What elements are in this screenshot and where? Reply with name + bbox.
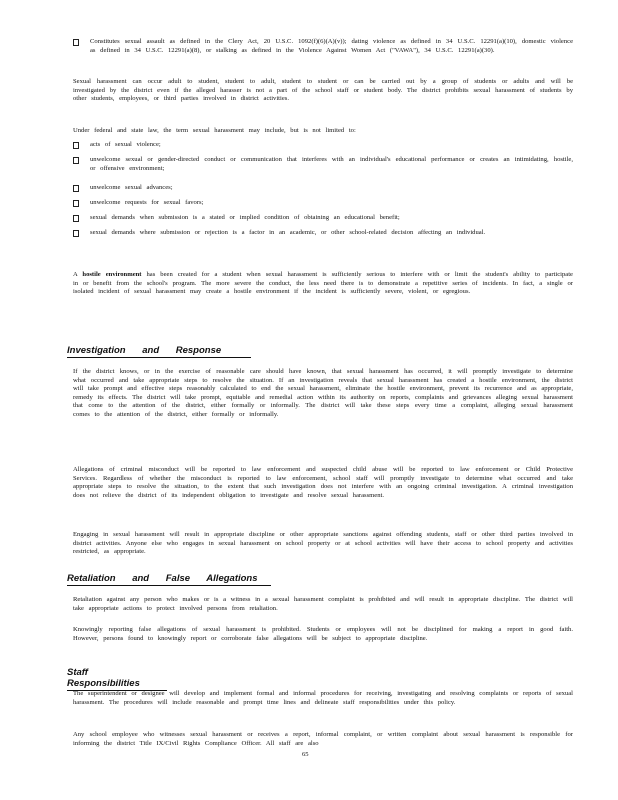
heading-retaliation: Retaliation and False Allegations: [67, 573, 271, 586]
paragraph-staff-2: Any school employee who witnesses sexual harassment or receives a report, informal complaint, or written complaint about sexual harassment is responsible for informing the district Title IX/Civil Rights Compliance Officer. All staff are also: [73, 731, 573, 747]
bullet-box-icon: [73, 230, 79, 237]
paragraph-retaliation-2: Knowingly reporting false allegations of sexual harassment is prohibited. Students or employees will not be disciplined for making a report in good faith. However, persons found to knowingly report or corroborate false allegations will be subject to appropriate discipline.: [73, 626, 573, 642]
bullet-box-icon: [73, 200, 79, 207]
heading-investigation-response: Investigation and Response: [67, 345, 251, 358]
paragraph-retaliation-1: Retaliation against any person who makes or is a witness in a sexual harassment complaint is prohibited and will result in appropriate discipline. The district will take appropriate actions to protect involved persons from retaliation.: [73, 596, 573, 612]
list-item: unwelcome sexual or gender-directed conduct or communication that interferes with an individual's educational performance or creates an intimidating, hostile, or offensive environment;: [90, 156, 573, 173]
list-item: unwelcome sexual advances;: [90, 184, 573, 193]
bullet-clery-act: Constitutes sexual assault as defined in the Clery Act, 20 U.S.C. 1092(f)(6)(A)(v)); dating violence as defined in 34 U.S.C. 12291(a)(10), domestic violence as defined in 34 U.S.C. 12291(a)(8), or stalking as defined in the Violence Against Women Act ("VAWA"), 34 U.S.C. 12291(a)(30).: [90, 38, 573, 55]
term-hostile-environment: hostile environment: [82, 271, 142, 278]
paragraph-investigation-1: If the district knows, or in the exercise of reasonable care should have known, that sexual harassment has occurred, it will promptly investigate to determine what occurred and take appropriate steps to resolve the situation. If an investigation reveals that sexual harassment has created a hostile environment, the district will take prompt and effective steps reasonably calculated to end the sexual harassment, eliminate the hostile environment, prevent its recurrence and as appropriate, remedy its effects. The district will take prompt, equitable and remedial action within its authority on reports, complaints and grievances alleging sexual harassment that come to the attention of the district, either formally or informally. The district will take these steps every time a complaint, alleging sexual harassment comes to the attention of the district, either formally or informally.: [73, 368, 573, 418]
paragraph-investigation-3: Engaging in sexual harassment will result in appropriate discipline or other appropriate sanctions against offending students, staff or other third parties involved in district activities. Anyone else who engages in sexual harassment on school property or at school activities will have their access to school property and activities restricted, as appropriate.: [73, 531, 573, 556]
bullet-box-icon: [73, 142, 79, 149]
list-item: sexual demands where submission or rejection is a factor in an academic, or other school-related decision affecting an individual.: [90, 229, 573, 238]
paragraph-hostile-environment: A hostile environment has been created for a student when sexual harassment is sufficiently serious to interfere with or limit the student's ability to participate in or benefit from the school's program. The more severe the conduct, the less need there is to demonstrate a repetitive series of incidents. In fact, a single or isolated incident of sexual harassment may create a hostile environment if the incident is sufficiently severe, violent, or egregious.: [73, 271, 573, 296]
list-item: unwelcome requests for sexual favors;: [90, 199, 573, 208]
paragraph-staff-1: The superintendent or designee will develop and implement formal and informal procedures for receiving, investigating and resolving complaints or reports of sexual harassment. The procedures will include reasonable and prompt time lines and delineate staff responsibilities under this policy.: [73, 690, 573, 706]
bullet-box-icon: [73, 185, 79, 192]
bullet-box-icon: [73, 215, 79, 222]
paragraph-investigation-2: Allegations of criminal misconduct will be reported to law enforcement and suspected child abuse will be reported to law enforcement or Child Protective Services. Regardless of whether the misconduct is reported to law enforcement, school staff will promptly investigate to determine what occurred and take appropriate steps to resolve the situation, to the extent that such investigation does not interfere with an ongoing criminal investigation. A criminal investigation does not relieve the district of its independent obligation to investigate and resolve sexual harassment.: [73, 466, 573, 499]
bullet-box-icon: [73, 39, 79, 46]
paragraph-under-law: Under federal and state law, the term sexual harassment may include, but is not limited to:: [73, 127, 356, 134]
list-item: acts of sexual violence;: [90, 141, 573, 150]
heading-staff-responsibilities: Staff Responsibilities: [67, 667, 167, 691]
list-item: sexual demands when submission is a stated or implied condition of obtaining an educational benefit;: [90, 214, 573, 223]
paragraph-who-can-harass: Sexual harassment can occur adult to student, student to adult, student to student or can be carried out by a group of students or adults and will be investigated by the district even if the alleged harasser is not a part of the school staff or student body. The district prohibits sexual harassment of students by other students, employees, or third parties involved in district activities.: [73, 78, 573, 103]
bullet-box-icon: [73, 157, 79, 164]
page-number: 65: [302, 751, 309, 758]
